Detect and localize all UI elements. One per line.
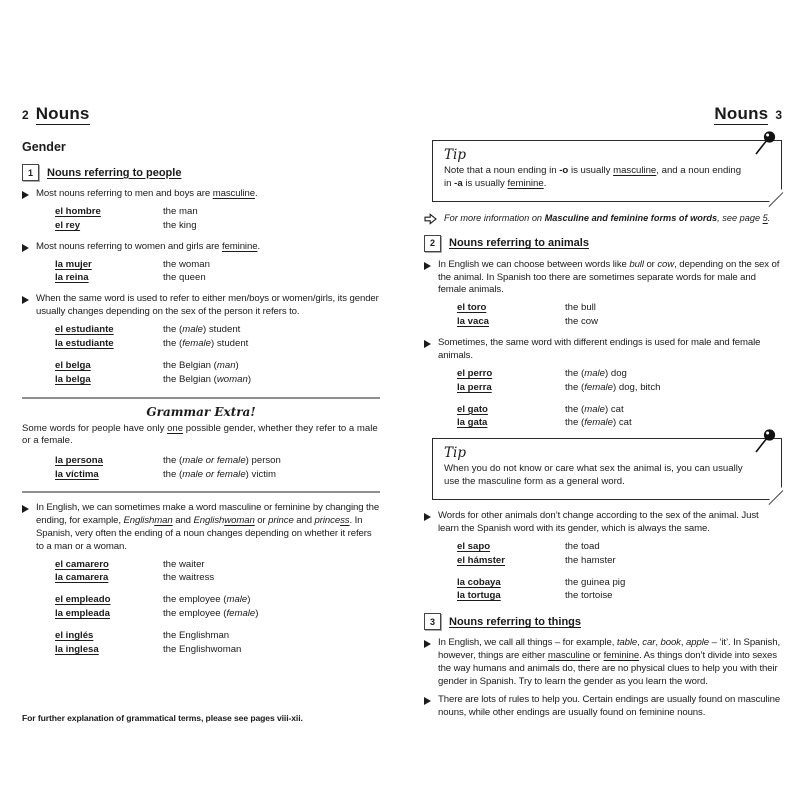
bullet-arrow-icon xyxy=(22,191,29,199)
right-page xyxy=(424,104,782,723)
bullet-arrow-icon xyxy=(22,244,29,252)
page-number: 2 xyxy=(22,108,29,122)
bullet-arrow-icon xyxy=(22,296,29,304)
word-table xyxy=(55,205,380,233)
section-heading-people xyxy=(22,164,380,181)
right-page-header xyxy=(424,104,782,124)
table-row xyxy=(55,205,380,219)
page-curl xyxy=(768,486,783,501)
tip-label: Tip xyxy=(444,147,466,163)
table-row xyxy=(457,554,782,568)
bullet-text: Most nouns referring to women and girls are feminine. xyxy=(36,240,261,252)
bullet-arrow-icon xyxy=(424,262,431,270)
bullet-arrow-icon xyxy=(424,697,431,705)
english-translation: the (female) cat xyxy=(565,417,632,429)
word-table xyxy=(55,323,380,351)
section-number-box: 1 xyxy=(22,164,39,181)
english-translation: the guinea pig xyxy=(565,576,626,588)
english-translation: the (female) student xyxy=(163,337,249,349)
spanish-term: el hombre xyxy=(55,205,101,217)
bullet-text: In English, we call all things – for example, table, car, book, apple – ‘it’. In Spanish, however, things are either masculine or feminine. As things don’t divide into sexes the way humans and animals do, there are no physical clues to help you with their gender in Spanish. Try to learn the gender as you learn the word. xyxy=(438,637,781,687)
bullet-point xyxy=(22,502,380,553)
spanish-term: el sapo xyxy=(457,540,491,552)
english-translation: the waiter xyxy=(163,558,205,570)
english-translation: the (male or female) victim xyxy=(163,469,277,481)
tip-text: Note that a noun ending in -o is usually masculine, and a noun ending in -a is usually feminine. xyxy=(444,165,742,189)
table-row xyxy=(55,323,380,337)
table-row xyxy=(55,643,380,657)
spanish-term: la inglesa xyxy=(55,644,99,656)
english-translation: the (male) dog xyxy=(565,367,627,379)
english-translation: the toad xyxy=(565,540,600,552)
table-row xyxy=(457,381,782,395)
english-translation: the (male) cat xyxy=(565,403,624,415)
english-translation: the (female) dog, bitch xyxy=(565,381,661,393)
bullet-arrow-icon xyxy=(424,340,431,348)
table-row xyxy=(55,337,380,351)
table-row xyxy=(55,593,380,607)
footer-note: For further explanation of grammatical terms, please see pages viii-xii. xyxy=(22,713,303,724)
table-row xyxy=(457,403,782,417)
section-number-box: 2 xyxy=(424,235,441,252)
bullet-text: When the same word is used to refer to either men/boys or women/girls, its gender usually changes depending on the sex of the person it refers to. xyxy=(36,293,379,318)
word-table xyxy=(55,454,380,482)
spanish-term: la vaca xyxy=(457,316,490,328)
bullet-text: Words for other animals don’t change according to the sex of the animal. Just learn the Spanish word with its gender, which is always the same. xyxy=(438,510,759,534)
table-row xyxy=(55,359,380,373)
table-row xyxy=(55,558,380,572)
table-row xyxy=(457,576,782,590)
table-row xyxy=(55,271,380,285)
english-translation: the hamster xyxy=(565,554,616,566)
table-row xyxy=(457,367,782,381)
english-translation: the king xyxy=(163,219,197,231)
spanish-term: el inglés xyxy=(55,630,94,642)
left-page-header xyxy=(22,104,380,124)
spanish-term: el hámster xyxy=(457,554,505,566)
word-table xyxy=(55,593,380,621)
chapter-title: Nouns xyxy=(714,104,769,123)
tip-box xyxy=(432,140,782,202)
english-translation: the employee (male) xyxy=(163,594,251,606)
english-translation: the bull xyxy=(565,302,596,314)
word-table xyxy=(55,558,380,586)
bullet-arrow-icon xyxy=(424,640,431,648)
table-row xyxy=(55,258,380,272)
english-translation: the Belgian (woman) xyxy=(163,373,252,385)
cross-reference-text: For more information on Masculine and feminine forms of words, see page 5. xyxy=(444,212,771,223)
spanish-term: el empleado xyxy=(55,594,111,606)
section-label: Nouns referring to animals xyxy=(449,237,589,250)
grammar-extra-text: Some words for people have only one possible gender, whether they refer to a male or a female. xyxy=(22,422,378,447)
word-table xyxy=(457,540,782,568)
word-table xyxy=(457,403,782,431)
spanish-term: el toro xyxy=(457,302,487,314)
pushpin-icon xyxy=(753,428,777,454)
table-row xyxy=(457,301,782,315)
table-row xyxy=(55,607,380,621)
gender-heading: Gender xyxy=(22,140,66,154)
table-row xyxy=(457,540,782,554)
spanish-term: la gata xyxy=(457,417,488,429)
english-translation: the employee (female) xyxy=(163,608,259,620)
spanish-term: el rey xyxy=(55,219,81,231)
bullet-text: Most nouns referring to men and boys are masculine. xyxy=(36,188,258,199)
table-row xyxy=(55,629,380,643)
spanish-term: la reina xyxy=(55,272,89,284)
left-page xyxy=(22,104,380,723)
table-row xyxy=(457,315,782,329)
english-translation: the Englishwoman xyxy=(163,644,242,656)
bullet-text: In English we can choose between words like bull or cow, depending on the sex of the animal. In Spanish too there are sometimes separate words for male and female animals. xyxy=(438,258,780,296)
bullet-point xyxy=(22,293,380,319)
spanish-term: la persona xyxy=(55,455,103,467)
cross-reference xyxy=(424,212,782,225)
bullet-point xyxy=(424,637,782,688)
tip-box xyxy=(432,438,782,500)
word-table xyxy=(457,576,782,604)
bullet-point xyxy=(424,337,782,363)
tip-text: When you do not know or care what sex the animal is, you can usually use the masculine form as a general word. xyxy=(444,463,743,488)
chapter-title: Nouns xyxy=(35,104,90,123)
spanish-term: la belga xyxy=(55,373,91,385)
english-translation: the (male or female) person xyxy=(163,455,281,467)
spanish-term: el perro xyxy=(457,367,493,379)
spanish-term: la cobaya xyxy=(457,576,501,588)
table-row xyxy=(55,468,380,482)
spanish-term: la estudiante xyxy=(55,337,114,349)
english-translation: the man xyxy=(163,205,198,217)
spanish-term: la perra xyxy=(457,381,492,393)
word-table xyxy=(457,301,782,329)
english-translation: the waitress xyxy=(163,572,215,584)
page-number: 3 xyxy=(775,108,782,122)
bullet-point xyxy=(424,694,782,720)
word-table xyxy=(55,359,380,387)
tip-label: Tip xyxy=(444,445,466,462)
section-number-box: 3 xyxy=(424,613,441,630)
bullet-point xyxy=(424,259,782,298)
spanish-term: la víctima xyxy=(55,469,99,481)
table-row xyxy=(457,589,782,603)
bullet-arrow-icon xyxy=(424,513,431,521)
spanish-term: la empleada xyxy=(55,608,110,620)
grammar-extra-box xyxy=(22,397,380,494)
english-translation: the tortoise xyxy=(565,590,613,602)
section-label: Nouns referring to people xyxy=(47,166,182,179)
spanish-term: la tortuga xyxy=(457,590,501,602)
grammar-extra-title: Grammar Extra! xyxy=(146,404,256,419)
bullet-arrow-icon xyxy=(22,505,29,513)
bullet-text: There are lots of rules to help you. Certain endings are usually found on masculine nouns, while other endings are usually found on feminine nouns. xyxy=(438,693,781,718)
word-table xyxy=(55,629,380,657)
table-row xyxy=(55,373,380,387)
cross-reference-arrow-icon xyxy=(424,213,437,225)
bullet-text: Sometimes, the same word with different endings is used for male and female animals. xyxy=(438,337,761,361)
english-translation: the woman xyxy=(163,258,210,270)
bullet-point xyxy=(424,510,782,536)
section-label: Nouns referring to things xyxy=(449,615,581,628)
english-translation: the queen xyxy=(163,272,206,284)
spanish-term: la camarera xyxy=(55,572,109,584)
section-heading-things xyxy=(424,613,782,630)
pushpin-icon xyxy=(753,130,777,156)
table-row xyxy=(55,571,380,585)
english-translation: the Belgian (man) xyxy=(163,359,239,371)
table-row xyxy=(55,454,380,468)
spanish-term: el estudiante xyxy=(55,324,114,335)
table-row xyxy=(55,219,380,233)
table-row xyxy=(457,416,782,430)
spanish-term: el gato xyxy=(457,403,488,415)
english-translation: the (male) student xyxy=(163,324,241,335)
english-translation: the cow xyxy=(565,316,599,328)
spanish-term: el belga xyxy=(55,359,91,371)
spanish-term: la mujer xyxy=(55,258,92,270)
word-table xyxy=(55,258,380,286)
word-table xyxy=(457,367,782,395)
spanish-term: el camarero xyxy=(55,558,109,570)
bullet-point xyxy=(22,241,380,254)
bullet-point xyxy=(22,188,380,201)
bullet-text: In English, we can sometimes make a word masculine or feminine by changing the ending, for example, Englishman and Englishwoman or prince and princess. In Spanish, very often the ending of a noun changes depending on whether it refers to a man or a woman. xyxy=(36,502,380,552)
english-translation: the Englishman xyxy=(163,630,230,642)
section-heading-animals xyxy=(424,235,782,252)
